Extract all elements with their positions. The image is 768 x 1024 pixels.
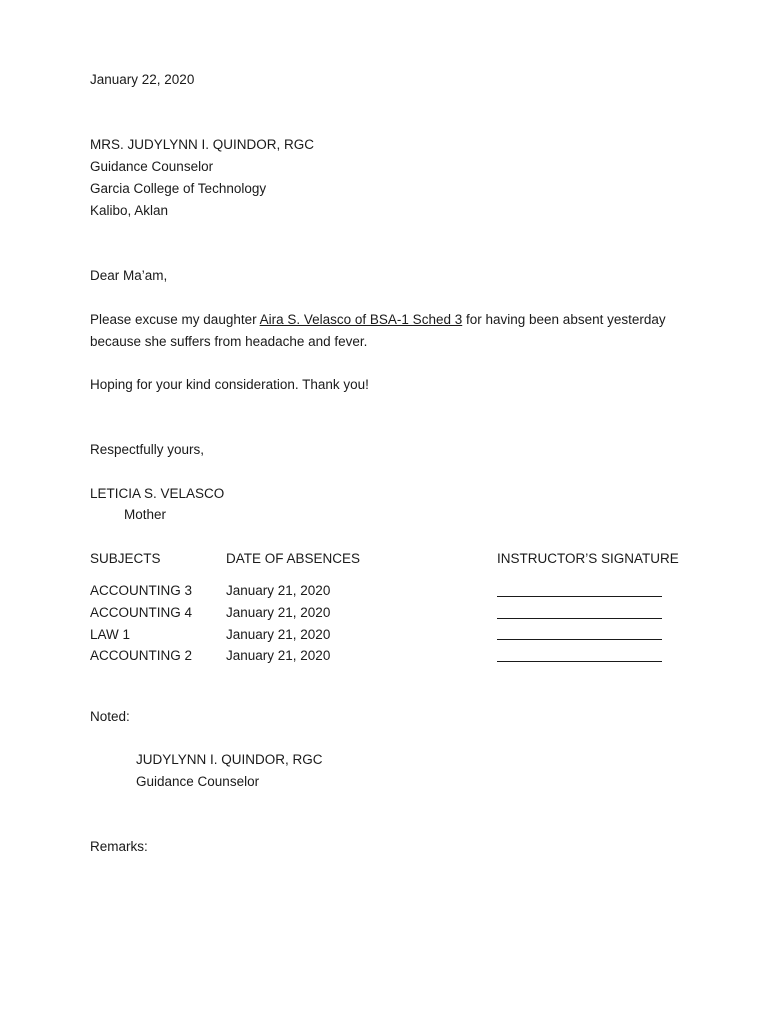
row-date: January 21, 2020 xyxy=(226,648,331,663)
signature-line xyxy=(497,596,662,597)
signatory-name: LETICIA S. VELASCO xyxy=(90,486,225,501)
header-date-of-absences: DATE OF ABSENCES xyxy=(226,551,361,566)
salutation: Dear Ma’am, xyxy=(90,268,168,283)
signatory-relation: Mother xyxy=(124,507,167,522)
row-date: January 21, 2020 xyxy=(226,627,331,642)
row-subject: ACCOUNTING 4 xyxy=(90,605,193,620)
row-subject: ACCOUNTING 2 xyxy=(90,648,193,663)
row-subject: ACCOUNTING 3 xyxy=(90,583,193,598)
signature-line xyxy=(497,618,662,619)
body-paragraph-1-line-2: because she suffers from headache and fever. xyxy=(90,334,368,349)
body-text-before: Please excuse my daughter xyxy=(90,312,260,327)
noted-label: Noted: xyxy=(90,709,130,724)
noted-position: Guidance Counselor xyxy=(136,774,260,789)
header-subjects: SUBJECTS xyxy=(90,551,161,566)
recipient-position: Guidance Counselor xyxy=(90,159,214,174)
header-instructor-signature: INSTRUCTOR’S SIGNATURE xyxy=(497,551,679,566)
row-subject: LAW 1 xyxy=(90,627,131,642)
noted-name: JUDYLYNN I. QUINDOR, RGC xyxy=(136,752,323,767)
signature-line xyxy=(497,639,662,640)
row-date: January 21, 2020 xyxy=(226,605,331,620)
remarks-label: Remarks: xyxy=(90,839,148,854)
recipient-name: MRS. JUDYLYNN I. QUINDOR, RGC xyxy=(90,137,315,152)
letter-date: January 22, 2020 xyxy=(90,72,195,87)
recipient-institution: Garcia College of Technology xyxy=(90,181,267,196)
body-text-after: for having been absent yesterday xyxy=(462,312,666,327)
body-paragraph-2: Hoping for your kind consideration. Thank you! xyxy=(90,377,369,392)
signature-line xyxy=(497,661,662,662)
closing: Respectfully yours, xyxy=(90,442,205,457)
row-date: January 21, 2020 xyxy=(226,583,331,598)
recipient-location: Kalibo, Aklan xyxy=(90,203,169,218)
student-name-underlined: Aira S. Velasco of BSA-1 Sched 3 xyxy=(259,312,463,327)
body-paragraph-1 xyxy=(90,311,666,329)
